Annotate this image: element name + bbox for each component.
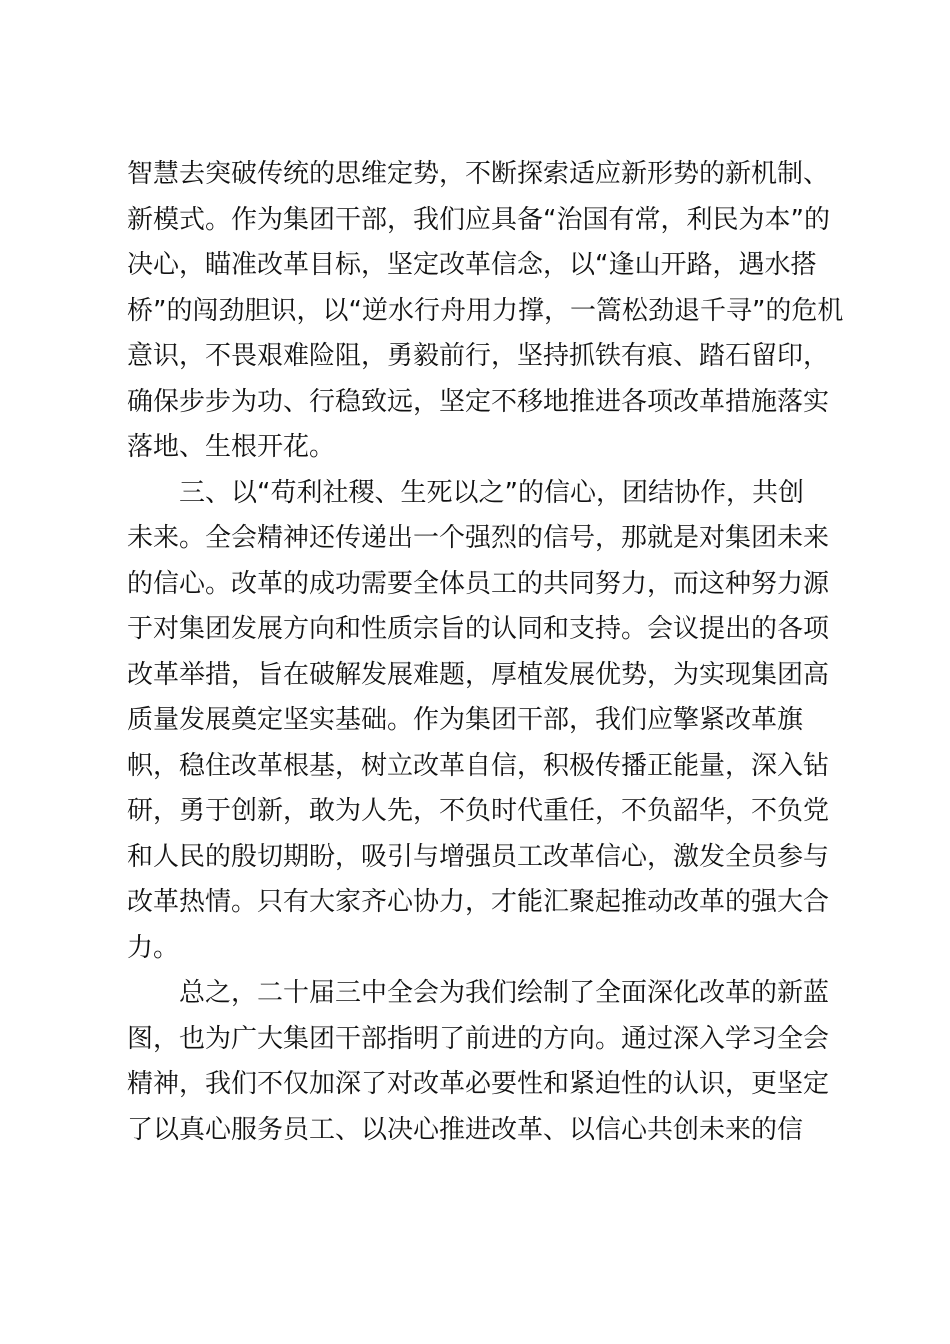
text-line: 改革热情。只有大家齐心协力，才能汇聚起推动改革的强大合: [127, 887, 830, 917]
text-line: 意识，不畏艰难险阻，勇毅前行，坚持抓铁有痕、踏石留印，: [127, 341, 830, 371]
text-line: 新模式。作为集团干部，我们应具备“治国有常，利民为本”的: [127, 204, 830, 235]
text-line: 帜，稳住改革根基，树立改革自信，积极传播正能量，深入钻: [127, 750, 830, 781]
text-line: 改革举措，旨在破解发展难题，厚植发展优势，为实现集团高: [127, 659, 830, 690]
body-text: [127, 152, 844, 1153]
text-line: 力。: [127, 932, 180, 963]
paragraph-start-line: 三、以“苟利社稷、生死以之”的信心，团结协作，共创: [179, 477, 804, 508]
text-line: 质量发展奠定坚实基础。作为集团干部，我们应擎紧改革旗: [127, 705, 804, 735]
text-line: 未来。全会精神还传递出一个强烈的信号，那就是对集团未来: [127, 523, 830, 553]
text-line: 精神，我们不仅加深了对改革必要性和紧迫性的认识，更坚定: [127, 1069, 830, 1099]
text-line: 落地、生根开花。: [127, 432, 336, 462]
text-line: 和人民的殷切期盼，吸引与增强员工改革信心，激发全员参与: [127, 841, 830, 872]
text-line: 决心，瞄准改革目标，坚定改革信念，以“逢山开路，遇水搭: [127, 250, 817, 280]
text-line: 智慧去突破传统的思维定势，不断探索适应新形势的新机制、: [127, 159, 830, 189]
text-line: 桥”的闯劲胆识，以“逆水行舟用力撑，一篙松劲退千寻”的危机: [127, 295, 844, 326]
text-line: 确保步步为功、行稳致远，坚定不移地推进各项改革措施落实: [127, 386, 830, 417]
text-line: 图，也为广大集团干部指明了前进的方向。通过深入学习全会: [127, 1023, 830, 1054]
text-line: 研，勇于创新，敢为人先，不负时代重任，不负韶华，不负党: [127, 796, 830, 826]
text-line: 于对集团发展方向和性质宗旨的认同和支持。会议提出的各项: [127, 614, 830, 644]
paragraph-start-line: 总之，二十届三中全会为我们绘制了全面深化改革的新蓝: [179, 978, 830, 1008]
text-line: 了以真心服务员工、以决心推进改革、以信心共创未来的信: [127, 1114, 804, 1145]
text-line: 的信心。改革的成功需要全体员工的共同努力，而这种努力源: [127, 568, 830, 599]
